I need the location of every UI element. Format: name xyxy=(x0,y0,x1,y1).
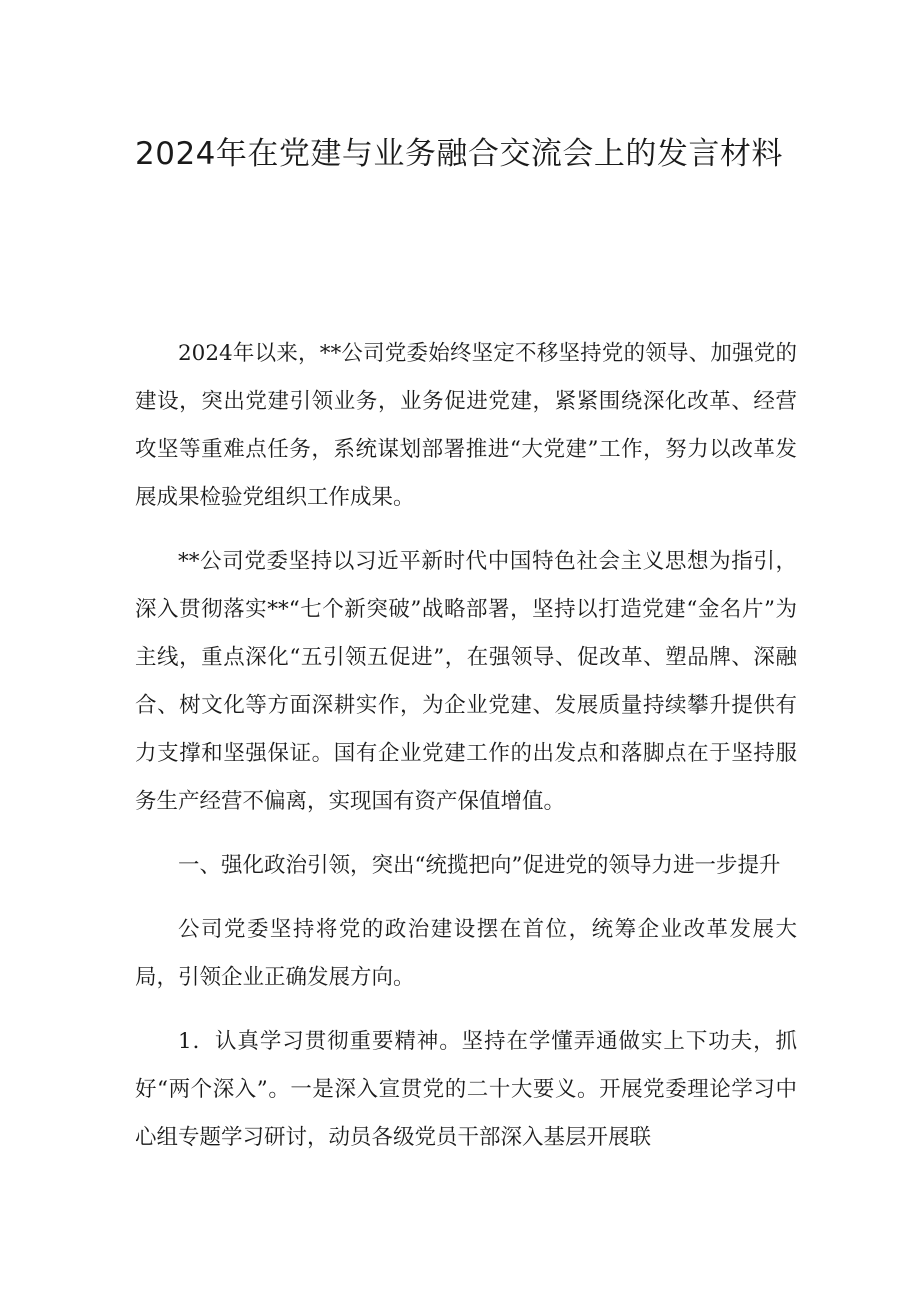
paragraph-section-1: 公司党委坚持将党的政治建设摆在首位，统筹企业改革发展大局，引领企业正确发展方向。 xyxy=(135,917,797,990)
paragraph-intro: 2024年以来，**公司党委始终坚定不移坚持党的领导、加强党的建设，突出党建引领业务，业务促进党建，紧紧围绕深化改革、经营攻坚等重难点任务，系统谋划部署推进“大党建”工作，努力以改革发展成果检验党组织工作成果。 xyxy=(135,341,797,510)
paragraph-overview: **公司党委坚持以习近平新时代中国特色社会主义思想为指引，深入贯彻落实**“七个新突破”战略部署，坚持以打造党建“金名片”为主线，重点深化“五引领五促进”，在强领导、促改革、塑品牌、深融合、树文化等方面深耕实作，为企业党建、发展质量持续攀升提供有力支撑和坚强保证。国有企业党建工作的出发点和落脚点在于坚持服务生产经营不偏离，实现国有资产保值增值。 xyxy=(135,549,797,814)
paragraph-item-1: 1．认真学习贯彻重要精神。坚持在学懂弄通做实上下功夫，抓好“两个深入”。一是深入宣贯党的二十大要义。开展党委理论学习中心组专题学习研讨，动员各级党员干部深入基层开展联 xyxy=(135,1029,797,1150)
section-heading-1: 一、强化政治引领，突出“统揽把向”促进党的领导力进一步提升 xyxy=(178,853,781,878)
document-title: 2024年在党建与业务融合交流会上的发言材料 xyxy=(135,136,783,172)
document-body xyxy=(135,330,797,1178)
